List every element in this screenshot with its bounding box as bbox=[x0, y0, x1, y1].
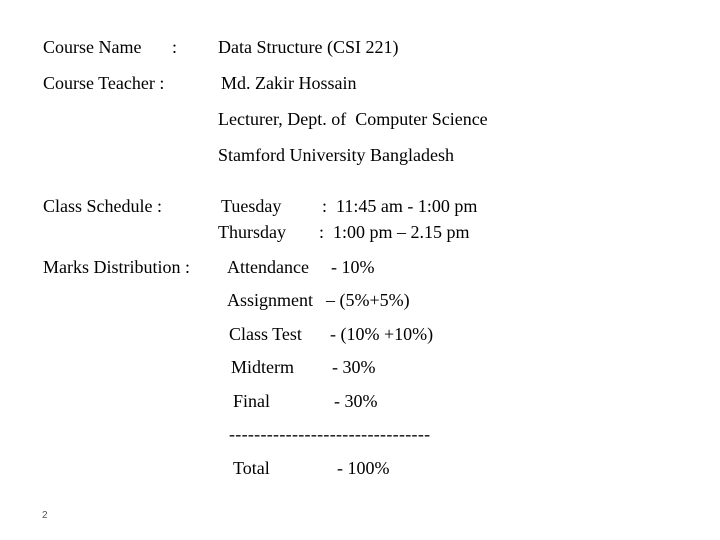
marks-divider: -------------------------------- bbox=[229, 424, 431, 444]
teacher-name: Md. Zakir Hossain bbox=[221, 73, 357, 93]
page-number: 2 bbox=[42, 510, 48, 521]
marks-total-value: - 100% bbox=[337, 458, 390, 478]
schedule-day: Thursday bbox=[218, 222, 286, 242]
course-name-colon: : bbox=[172, 37, 178, 57]
schedule-day: Tuesday bbox=[221, 196, 282, 216]
marks-item-value: - 30% bbox=[332, 357, 376, 377]
course-teacher-label: Course Teacher : bbox=[43, 73, 165, 93]
course-name-label: Course Name bbox=[43, 37, 142, 57]
marks-item-name: Final bbox=[233, 391, 271, 411]
class-schedule-label: Class Schedule : bbox=[43, 196, 162, 216]
teacher-institution: Stamford University Bangladesh bbox=[218, 145, 454, 165]
marks-item-name: Class Test bbox=[229, 324, 302, 344]
marks-item-value: – (5%+5%) bbox=[326, 290, 410, 310]
marks-distribution-label: Marks Distribution : bbox=[43, 257, 190, 277]
schedule-time: : 1:00 pm – 2.15 pm bbox=[319, 222, 470, 242]
marks-item-name: Midterm bbox=[231, 357, 294, 377]
teacher-designation: Lecturer, Dept. of Computer Science bbox=[218, 109, 488, 129]
marks-item-value: - 10% bbox=[331, 257, 375, 277]
marks-total-name: Total bbox=[233, 458, 270, 478]
marks-item-name: Attendance bbox=[227, 257, 309, 277]
marks-item-name: Assignment bbox=[227, 290, 314, 310]
course-name-value: Data Structure (CSI 221) bbox=[218, 37, 399, 57]
marks-item-value: - 30% bbox=[334, 391, 378, 411]
marks-item-value: - (10% +10%) bbox=[330, 324, 434, 344]
schedule-time: : 11:45 am - 1:00 pm bbox=[322, 196, 478, 216]
